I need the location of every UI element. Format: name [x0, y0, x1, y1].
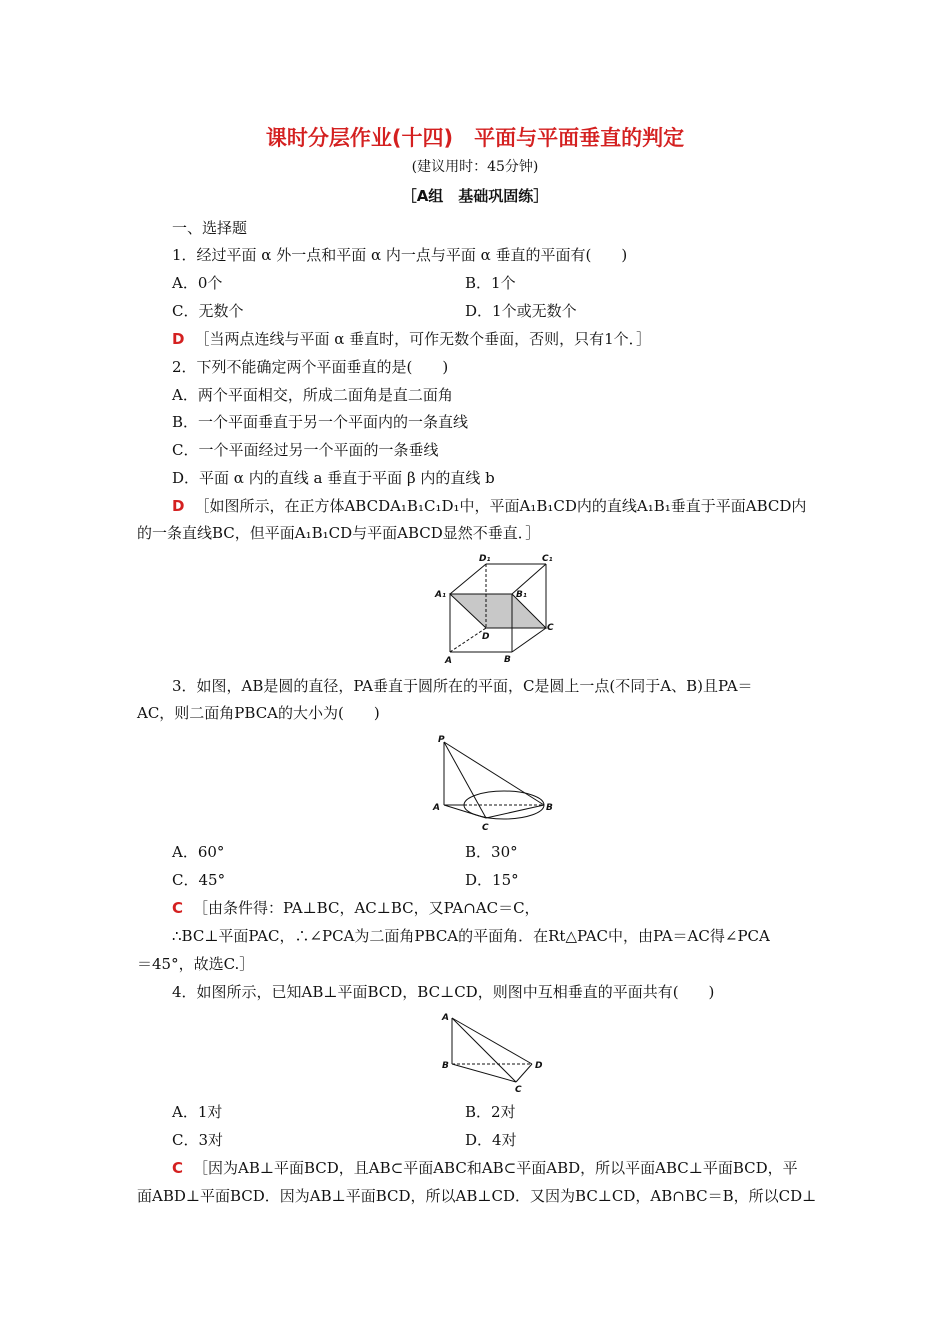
q4-option-d: D．4对 [465, 1131, 517, 1149]
cube-label-a: A [445, 656, 452, 666]
group-heading: ［A组 基础巩固练］ [401, 187, 549, 205]
cube-figure [430, 552, 560, 668]
cube-label-b: B [504, 655, 511, 665]
q1-option-d: D．1个或无数个 [465, 302, 577, 320]
q1-option-b: B．1个 [465, 274, 516, 292]
page-title: 课时分层作业(十四) 平面与平面垂直的判定 [265, 126, 685, 150]
time-hint: (建议用时：45分钟) [411, 159, 539, 175]
cube-label-c1: C₁ [542, 554, 553, 564]
q3-explain-1: ［由条件得：PA⊥BC，AC⊥BC，又PA∩AC＝C， [193, 899, 540, 917]
q2-answer-line [172, 496, 806, 516]
q4-explain-2: 面ABD⊥平面BCD．因为AB⊥平面BCD，所以AB⊥CD．又因为BC⊥CD，AB∩BC＝B，所以CD⊥ [137, 1187, 817, 1205]
q3-explain-3: ＝45°，故选C.］ [137, 955, 255, 973]
q4-answer: C [172, 1159, 184, 1177]
cube-label-c: C [547, 623, 554, 633]
cone-label-p: P [438, 735, 445, 745]
q3-explain-2: ∴BC⊥平面PAC，∴∠PCA为二面角PBCA的平面角．在Rt△PAC中，由PA＝AC得∠PCA [172, 927, 770, 945]
q1-answer: D [172, 330, 185, 348]
section-heading: 一、选择题 [172, 219, 248, 237]
cone-label-a: A [433, 803, 440, 813]
q3-option-a: A．60° [172, 843, 225, 861]
tetra-label-c: C [515, 1085, 522, 1092]
q4-option-b: B．2对 [465, 1103, 516, 1121]
q4-option-c: C．3对 [172, 1131, 224, 1149]
q3-option-d: D．15° [465, 871, 519, 889]
cube-label-b1: B₁ [516, 590, 527, 600]
q1-option-c: C．无数个 [172, 302, 244, 320]
q3-stem-2: AC，则二面角PBCA的大小为( ) [137, 704, 380, 722]
q3-answer: C [172, 899, 184, 917]
q2-explain-2: 的一条直线BC，但平面A₁B₁CD与平面ABCD显然不垂直．］ [137, 524, 541, 542]
q2-option-b: B．一个平面垂直于另一个平面内的一条直线 [172, 413, 469, 431]
cube-label-d1: D₁ [479, 554, 491, 564]
q1-stem: 1．经过平面 α 外一点和平面 α 内一点与平面 α 垂直的平面有( ) [172, 246, 628, 264]
tetra-label-b: B [442, 1061, 449, 1071]
q3-answer-line [172, 898, 540, 918]
q4-stem: 4．如图所示，已知AB⊥平面BCD，BC⊥CD，则图中互相垂直的平面共有( ) [172, 983, 715, 1001]
tetra-label-d: D [535, 1061, 543, 1071]
q4-option-a: A．1对 [172, 1103, 223, 1121]
tetra-label-a: A [442, 1013, 449, 1023]
q3-option-b: B．30° [465, 843, 518, 861]
q2-option-d: D．平面 α 内的直线 a 垂直于平面 β 内的直线 b [172, 469, 495, 487]
q1-answer-line [172, 329, 651, 349]
q3-stem-1: 3．如图，AB是圆的直径，PA垂直于圆所在的平面，C是圆上一点(不同于A、B)且PA＝ [172, 677, 753, 695]
q4-answer-line [172, 1158, 798, 1178]
q2-stem: 2．下列不能确定两个平面垂直的是( ) [172, 358, 449, 376]
cube-label-a1: A₁ [435, 590, 446, 600]
cone-label-c: C [482, 823, 489, 833]
cone-label-b: B [546, 803, 553, 813]
q2-option-a: A．两个平面相交，所成二面角是直二面角 [172, 386, 453, 404]
cube-label-d: D [482, 632, 490, 642]
cone-figure [428, 732, 558, 836]
q1-explain: ［当两点连线与平面 α 垂直时，可作无数个垂面，否则，只有1个．］ [194, 330, 652, 348]
q2-answer: D [172, 497, 185, 515]
q1-option-a: A．0个 [172, 274, 223, 292]
tetrahedron-figure [438, 1010, 550, 1092]
q2-explain-1: ［如图所示，在正方体ABCDA₁B₁C₁D₁中，平面A₁B₁CD内的直线A₁B₁垂直于平面ABCD内 [194, 497, 807, 515]
q4-explain-1: ［因为AB⊥平面BCD，且AB⊂平面ABC和AB⊂平面ABD，所以平面ABC⊥平面BCD，平 [193, 1159, 798, 1177]
q2-option-c: C．一个平面经过另一个平面的一条垂线 [172, 441, 439, 459]
q3-option-c: C．45° [172, 871, 226, 889]
